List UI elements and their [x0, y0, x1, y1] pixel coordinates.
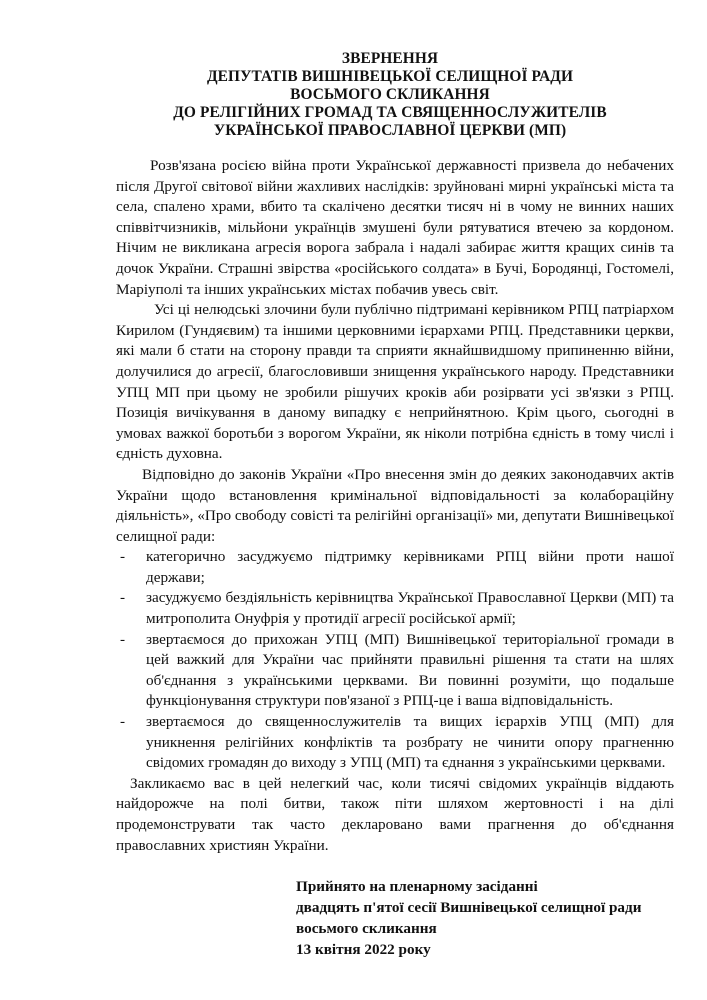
adoption-line-2: двадцять п'ятої сесії Вишнівецької селищної ради	[296, 899, 642, 916]
paragraph-war-consequences: Розв'язана росією війна проти Української державності призвела до небачених після Другої світової війни жахливих наслідків: зруйновані мирні українські міста та села, спалено храми, вбито та скалічено десятки тисяч ні в чому не винних наших співвітчизників, мільйони українців змушені були рятуватися втечею за кордоном. Нічим не викликана агресія ворога забрала і надалі забирає життя кращих синів та дочок України. Страшні звірства «російського солдата» в Бучі, Бородянці, Гостомелі, Маріуполі та інших українських містах побачив увесь світ.	[116, 157, 674, 298]
list-item-text: категорично засуджуємо підтримку керівниками РПЦ війни проти нашої держави;	[146, 548, 674, 586]
resolution-list	[116, 547, 674, 774]
title-line-5: УКРАЇНСЬКОЇ ПРАВОСЛАВНОЇ ЦЕРКВИ (МП)	[213, 122, 567, 139]
title-line-2: ДЕПУТАТІВ ВИШНІВЕЦЬКОЇ СЕЛИЩНОЇ РАДИ	[206, 68, 574, 85]
adoption-note	[296, 876, 696, 960]
bullet-dash: -	[120, 548, 126, 566]
bullet-dash: -	[120, 589, 126, 607]
bullet-dash: -	[120, 630, 126, 648]
list-item-text: звертаємося до священнослужителів та вищих ієрархів УПЦ (МП) для уникнення релігійних конфліктів та розбрату не чинити опору прагненню свідомих громадян до виходу з УПЦ (МП) та єднання з українськими церквами.	[146, 713, 674, 772]
document-body	[116, 156, 674, 856]
list-item	[116, 712, 674, 774]
title-line-3: ВОСЬМОГО СКЛИКАННЯ	[290, 86, 490, 103]
document-title	[110, 50, 670, 140]
paragraph-legal-basis: Відповідно до законів України «Про внесення змін до деяких законодавчих актів України щодо встановлення кримінальної відповідальності за колабораційну діяльність», «Про свободу совісті та релігійні організації» ми, депутати Вишнівецької селищної ради:	[116, 465, 674, 545]
adoption-line-3: восьмого скликання	[296, 920, 437, 937]
paragraph-appeal: Закликаємо вас в цей нелегкий час, коли тисячі свідомих українців віддають найдорожче на полі битви, також піти шляхом жертовності і на ділі продемонструвати так часто декларовано вами прагнення до об'єднання православних християн України.	[116, 774, 674, 854]
list-item	[116, 630, 674, 712]
title-line-1: ЗВЕРНЕННЯ	[341, 50, 439, 67]
bullet-dash: -	[120, 713, 126, 731]
list-item	[116, 547, 674, 588]
list-item-text: звертаємося до прихожан УПЦ (МП) Вишнівецької територіальної громади в цей важкий для України час прийняти правильні рішення та стати на шлях об'єднання з українськими церквами. Ви повинні розуміти, що подальше функціонування структури пов'язаної з РПЦ-це і ваша відповідальність.	[146, 630, 674, 710]
paragraph-rpc-support: Усі ці нелюдські злочини були публічно підтримані керівником РПЦ патріархом Кирилом (Гундяєвим) та іншими церковними ієрархами РПЦ. Представники церкви, які мали б стати на сторону правди та сприяти якнайшвидшому припиненню війни, долучилися до агресії, благословивши знищення українського народу. Представники УПЦ МП при цьому не зробили рішучих кроків аби розірвати усі зв'язки з РПЦ. Позиція вичікування в даному випадку є неприйнятною. Крім цього, сьогодні в умовах важкої боротьби з ворогом України, як ніколи потрібна єдність в тому числі і єдність духовна.	[116, 301, 674, 463]
adoption-date: 13 квітня 2022 року	[296, 941, 431, 958]
list-item-text: засуджуємо бездіяльність керівництва Української Православної Церкви (МП) та митрополита Онуфрія у протидії агресії російської армії;	[146, 589, 674, 628]
title-line-4: ДО РЕЛІГІЙНИХ ГРОМАД ТА СВЯЩЕННОСЛУЖИТЕЛІВ	[173, 104, 607, 121]
list-item	[116, 588, 674, 629]
adoption-line-1: Прийнято на пленарному засіданні	[296, 878, 538, 895]
